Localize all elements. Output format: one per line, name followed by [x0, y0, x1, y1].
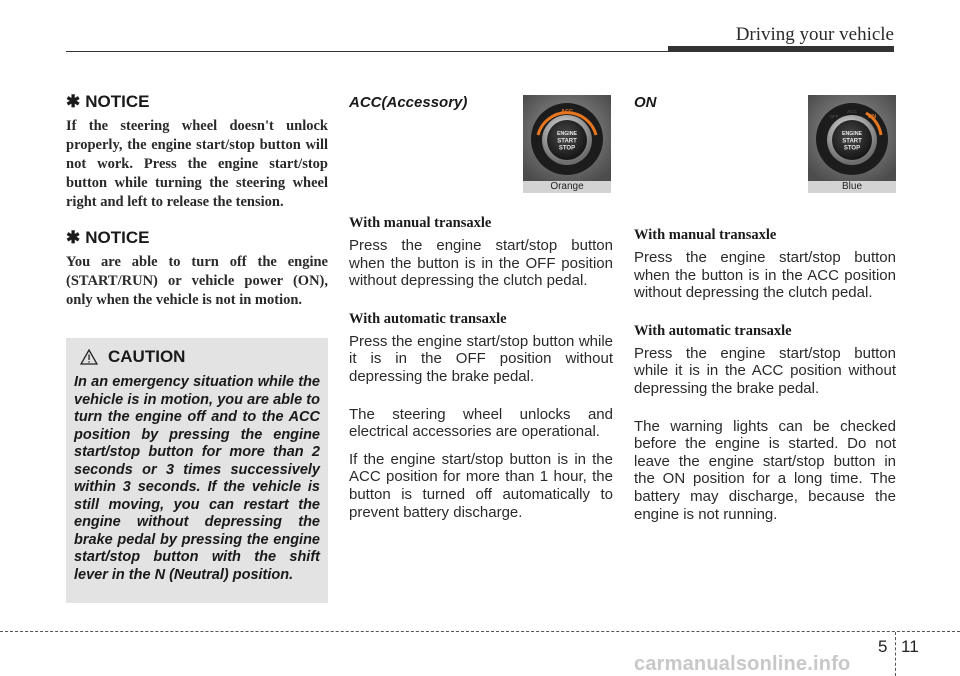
acc-heading: ACC(Accessory)	[349, 94, 468, 111]
section-number: 5	[878, 637, 888, 656]
on-auto-text: Press the engine start/stop button while it is in the ACC position without depressing the brake pedal.	[634, 344, 896, 397]
acc-manual-label: With manual transaxle	[349, 215, 492, 231]
caution-title: CAUTION	[108, 347, 186, 366]
page-header-title: Driving your vehicle	[735, 24, 894, 45]
svg-text:ACC: ACC	[847, 109, 857, 114]
acc-paragraph-2: If the engine start/stop button is in the ACC position for more than 1 hour, the button is turned off automatically to prevent battery discharge.	[349, 450, 613, 521]
notice-star-icon: ✱	[66, 92, 81, 111]
header-bar	[668, 46, 894, 52]
notice-2	[66, 228, 328, 310]
on-image-caption: Blue	[808, 181, 896, 193]
footer-divider	[0, 631, 960, 632]
svg-text:ENGINE: ENGINE	[842, 131, 862, 137]
svg-text:ENGINE: ENGINE	[557, 131, 577, 137]
notice-star-icon: ✱	[66, 228, 81, 247]
acc-image-caption: Orange	[523, 181, 611, 193]
on-button-image	[808, 95, 896, 193]
notice-title: NOTICE	[85, 92, 150, 111]
notice-text: If the steering wheel doesn't unlock properly, the engine start/stop button will not work. Press the engine start/stop button while turning the steering wheel right and left to release the tension.	[66, 118, 328, 210]
watermark: carmanualsonline.info	[634, 653, 851, 675]
page-number: 11	[901, 637, 919, 656]
notice-1	[66, 92, 328, 212]
svg-text:OFF: OFF	[829, 114, 839, 119]
engine-start-button-blue-icon	[808, 95, 896, 181]
warning-triangle-icon	[80, 349, 98, 365]
acc-auto-text: Press the engine start/stop button while it is in the OFF position without depressing the brake pedal.	[349, 332, 613, 385]
svg-text:ACC: ACC	[561, 109, 573, 115]
on-manual-text: Press the engine start/stop button when the button is in the ACC position without depressing the clutch pedal.	[634, 249, 896, 302]
acc-button-image	[523, 95, 611, 193]
caution-text: In an emergency situation while the vehicle is in motion, you are able to turn the engine off and to the ACC position by pressing the engine start/stop button for more than 2 seconds or 3 times successively within 3 seconds. If the vehicle is still moving, you can restart the engine without depressing the brake pedal by pressing the engine start/stop button with the shift lever in the N (Neutral) position.	[74, 374, 320, 583]
caution-box	[66, 338, 328, 603]
svg-text:STOP: STOP	[558, 145, 576, 152]
on-paragraph-1: The warning lights can be checked before the engine is started. Do not leave the engine start/stop button in the ON position for a long time. The battery may discharge, because the engine is not running.	[634, 417, 896, 523]
svg-text:STOP: STOP	[843, 145, 861, 152]
acc-manual-text: Press the engine start/stop button when the button is in the OFF position without depressing the clutch pedal.	[349, 237, 613, 290]
notice-text: You are able to turn off the engine (START/RUN) or vehicle power (ON), only when the vehicle is not in motion.	[66, 254, 328, 308]
notice-title: NOTICE	[85, 228, 150, 247]
svg-text:START: START	[842, 138, 862, 145]
svg-text:START: START	[557, 138, 577, 145]
svg-text:ON: ON	[867, 114, 877, 120]
header-rule	[66, 51, 676, 52]
left-column	[66, 92, 328, 326]
footer-vertical-divider	[895, 632, 896, 676]
acc-paragraph-1: The steering wheel unlocks and electrical accessories are operational.	[349, 405, 613, 441]
acc-auto-label: With automatic transaxle	[349, 310, 507, 327]
on-heading: ON	[634, 94, 657, 111]
on-auto-label: With automatic transaxle	[634, 322, 792, 339]
on-manual-label: With manual transaxle	[634, 227, 777, 243]
engine-start-button-orange-icon	[523, 95, 611, 181]
